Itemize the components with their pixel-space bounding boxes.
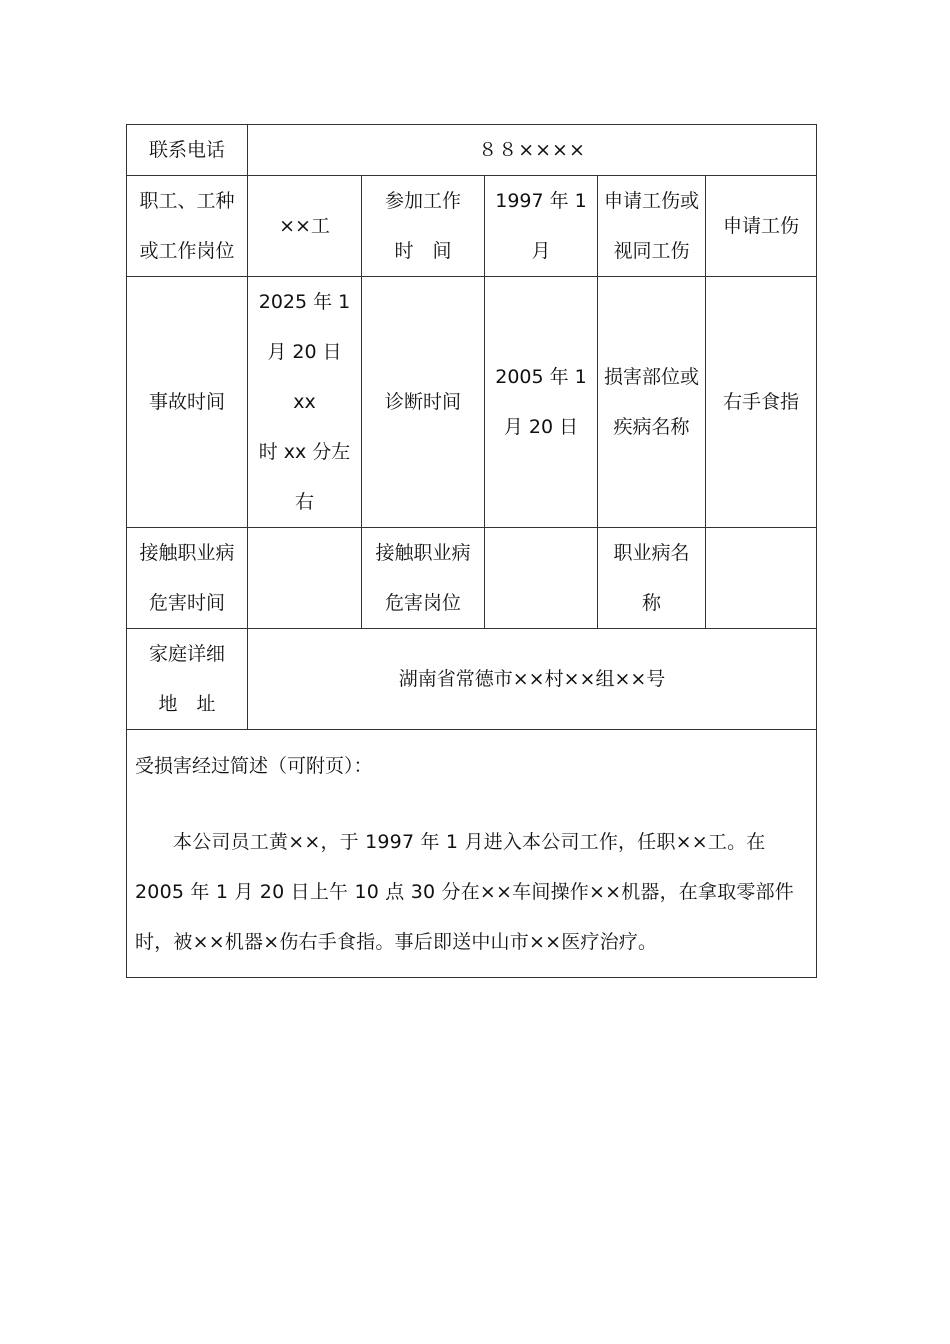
accident-time-label: 事故时间 — [127, 277, 248, 528]
summary-title: 受损害经过简述（可附页）： — [135, 755, 373, 777]
row-occupational — [127, 528, 817, 629]
contact-phone-value: ８８×××× — [248, 125, 817, 176]
row-job — [127, 176, 817, 277]
injury-application-form — [126, 124, 817, 978]
exposure-post-label: 接触职业病 危害岗位 — [362, 528, 485, 629]
apply-type-label: 申请工伤或 视同工伤 — [598, 176, 706, 277]
address-label: 家庭详细 地 址 — [127, 629, 248, 730]
diagnosis-time-label: 诊断时间 — [362, 277, 485, 528]
exposure-time-label: 接触职业病 危害时间 — [127, 528, 248, 629]
summary-body: 本公司员工黄××，于 1997 年 1 月进入本公司工作，任职××工。在 2005 年 1 月 20 日上午 10 点 30 分在××车间操作××机器，在拿取零部件时，被××机器×伤右手食指。事后即送中山市××医疗治疗。 — [135, 831, 795, 953]
job-label: 职工、工种 或工作岗位 — [127, 176, 248, 277]
injury-part-label: 损害部位或 疾病名称 — [598, 277, 706, 528]
apply-type-value: 申请工伤 — [706, 176, 817, 277]
exposure-time-value — [248, 528, 362, 629]
row-contact-phone — [127, 125, 817, 176]
work-start-value: 1997 年 1 月 — [485, 176, 598, 277]
exposure-post-value — [485, 528, 598, 629]
contact-phone-label: 联系电话 — [127, 125, 248, 176]
disease-name-label: 职业病名 称 — [598, 528, 706, 629]
diagnosis-time-value: 2005 年 1 月 20 日 — [485, 277, 598, 528]
injury-part-value: 右手食指 — [706, 277, 817, 528]
row-address — [127, 629, 817, 730]
job-value: ××工 — [248, 176, 362, 277]
row-summary — [127, 730, 817, 978]
work-start-label: 参加工作 时 间 — [362, 176, 485, 277]
injury-summary-cell — [127, 730, 817, 978]
accident-time-value: 2025 年 1 月 20 日 xx 时 xx 分左 右 — [248, 277, 362, 528]
disease-name-value — [706, 528, 817, 629]
address-value: 湖南省常德市××村××组××号 — [248, 629, 817, 730]
row-accident — [127, 277, 817, 528]
